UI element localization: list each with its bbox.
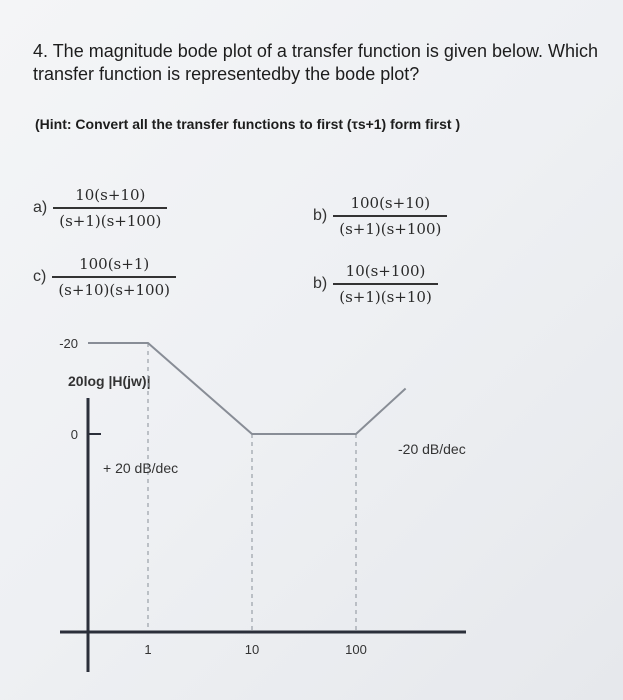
- slope-annotation-up: + 20 dB/dec: [103, 460, 179, 476]
- question-title: 4. The magnitude bode plot of a transfer function is given below. Which transfer function is representedby the bode plot?: [33, 41, 599, 84]
- option-b-label: b): [313, 206, 328, 224]
- axes: [60, 398, 466, 672]
- option-d-denominator: (s+1)(s+10): [339, 287, 432, 306]
- option-c-numerator: 100(s+1): [79, 255, 150, 273]
- option-a-denominator: (s+1)(s+100): [59, 211, 162, 230]
- x-tick-label: 100: [345, 642, 367, 657]
- option-c-label: c): [33, 267, 47, 285]
- guide-lines: [148, 343, 356, 630]
- option-a-numerator: 10(s+10): [75, 186, 146, 204]
- option-b-denominator: (s+1)(s+100): [339, 219, 442, 238]
- x-tick-label: 10: [244, 642, 260, 657]
- x-tick-label: 1: [144, 642, 152, 657]
- option-c-denominator: (s+10)(s+100): [58, 280, 170, 299]
- y-tick-label: -20: [59, 336, 78, 351]
- hint-text: (Hint: Convert all the transfer functions to first (τs+1) form first ): [35, 116, 461, 132]
- option-d-label: b): [313, 274, 328, 292]
- option-a-label: a): [33, 198, 48, 216]
- slope-annotation-down: -20 dB/dec: [398, 441, 466, 457]
- y-tick-label: 0: [70, 427, 78, 442]
- option-d-numerator: 10(s+100): [345, 262, 426, 280]
- y-axis-label: 20log |H(jw)|: [68, 373, 151, 389]
- option-b-numerator: 100(s+10): [350, 194, 431, 212]
